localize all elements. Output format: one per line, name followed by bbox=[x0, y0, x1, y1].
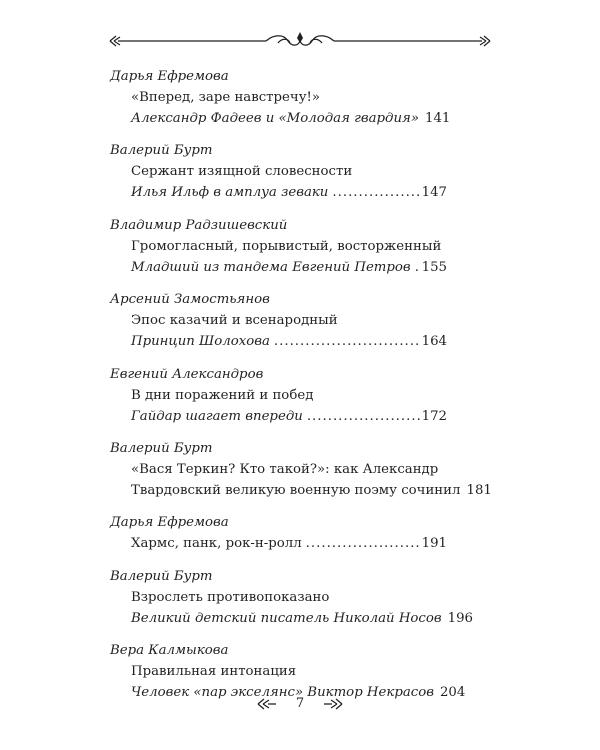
toc-entry bbox=[110, 512, 447, 554]
entry-subtitle: Принцип Шолохова bbox=[131, 334, 270, 350]
entry-title: Эпос казачий и всенародный bbox=[131, 313, 338, 329]
entry-subtitle-line[interactable] bbox=[110, 406, 447, 427]
toc-entry bbox=[110, 215, 447, 278]
toc-entry bbox=[110, 364, 447, 427]
entry-author: Арсений Замостьянов bbox=[110, 292, 270, 308]
entry-subtitle: Хармс, панк, рок-н-ролл bbox=[131, 536, 302, 552]
entry-page-number: 155 bbox=[421, 259, 447, 275]
entry-subtitle: Александр Фадеев и «Молодая гвардия» bbox=[131, 111, 419, 126]
entry-title: Правильная интонация bbox=[131, 664, 297, 680]
dot-leader bbox=[307, 406, 420, 427]
entry-title: «Вася Теркин? Кто такой?»: как Александр bbox=[131, 461, 439, 477]
dot-leader bbox=[306, 533, 420, 554]
entry-subtitle: Великий детский писатель Николай Носов bbox=[131, 610, 442, 626]
entry-page-number: 191 bbox=[421, 536, 447, 552]
entry-page-number: 141 bbox=[424, 111, 451, 126]
entry-author: Вера Калмыкова bbox=[110, 643, 229, 659]
entry-author: Дарья Ефремова bbox=[110, 515, 229, 531]
entry-subtitle: Человек «пар экселянс» Виктор Некрасов bbox=[131, 685, 434, 701]
entry-page-number: 164 bbox=[421, 334, 447, 350]
toc-entry bbox=[110, 438, 492, 501]
table-of-contents bbox=[110, 66, 492, 715]
left-ornament-icon bbox=[256, 697, 278, 711]
entry-title: Сержант изящной словесности bbox=[131, 164, 353, 180]
entry-subtitle-line[interactable] bbox=[110, 533, 447, 554]
right-ornament-icon bbox=[322, 697, 344, 711]
entry-title: «Вперед, заре навстречу!» bbox=[131, 90, 321, 105]
entry-title: В дни поражений и побед bbox=[131, 387, 314, 403]
entry-author: Валерий Бурт bbox=[110, 568, 213, 584]
entry-subtitle: Гайдар шагает впереди bbox=[131, 408, 303, 424]
toc-entry bbox=[110, 566, 473, 629]
page-footer bbox=[0, 696, 600, 711]
entry-subtitle-line[interactable] bbox=[110, 108, 451, 129]
entry-page-number: 147 bbox=[421, 185, 447, 201]
toc-entry bbox=[110, 289, 447, 352]
entry-author: Евгений Александров bbox=[110, 366, 264, 382]
entry-title: Громогласный, порывистый, восторженный bbox=[131, 238, 442, 254]
entry-subtitle-line[interactable] bbox=[110, 182, 447, 203]
entry-author: Валерий Бурт bbox=[110, 440, 213, 456]
entry-author: Дарья Ефремова bbox=[110, 69, 229, 84]
toc-entry bbox=[110, 66, 451, 129]
entry-subtitle: Младший из тандема Евгений Петров bbox=[131, 259, 411, 275]
entry-page-number: 181 bbox=[466, 482, 492, 498]
entry-author: Валерий Бурт bbox=[110, 143, 213, 159]
entry-subtitle-line[interactable] bbox=[110, 480, 492, 501]
toc-entry bbox=[110, 140, 447, 203]
dot-leader bbox=[415, 257, 420, 278]
entry-subtitle: Илья Ильф в амплуа зеваки bbox=[131, 185, 329, 201]
entry-page-number: 204 bbox=[439, 685, 466, 701]
dot-leader bbox=[332, 182, 419, 203]
entry-subtitle: Твардовский великую военную поэму сочинил bbox=[131, 482, 461, 498]
entry-page-number: 196 bbox=[447, 610, 473, 626]
entry-title: Взрослеть противопоказано bbox=[131, 589, 330, 605]
entry-subtitle-line[interactable] bbox=[110, 608, 473, 629]
toc-entry bbox=[110, 640, 466, 703]
top-ornament-divider bbox=[108, 30, 492, 52]
entry-subtitle-line[interactable] bbox=[110, 257, 447, 278]
entry-page-number: 172 bbox=[421, 408, 447, 424]
page-number: 7 bbox=[295, 696, 305, 711]
dot-leader bbox=[274, 331, 420, 352]
entry-subtitle-line[interactable] bbox=[110, 331, 447, 352]
entry-author: Владимир Радзишевский bbox=[110, 217, 288, 233]
